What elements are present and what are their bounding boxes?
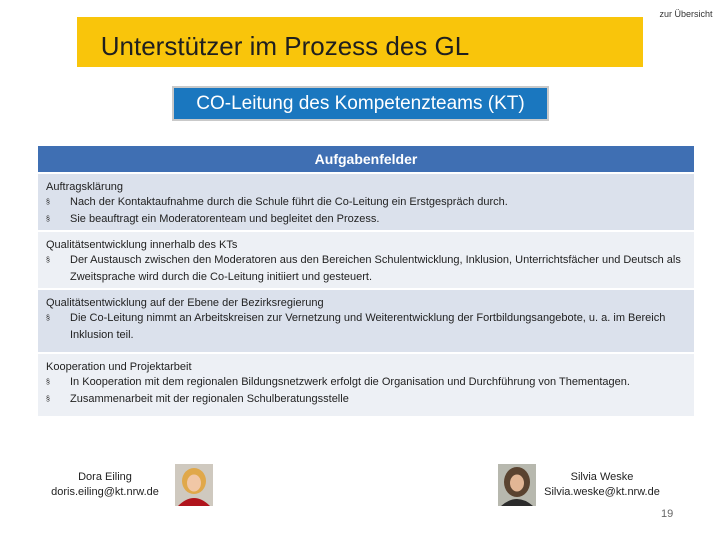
bullet-icon: § (46, 257, 50, 264)
list-item (46, 194, 686, 211)
table-header: Aufgabenfelder (38, 146, 694, 174)
bullet-icon: § (46, 396, 50, 403)
table-row (38, 290, 694, 354)
overview-link[interactable]: zur Übersicht (659, 9, 713, 19)
row-title: Kooperation und Projektarbeit (46, 361, 192, 373)
contact-card-2 (532, 470, 672, 500)
list-item (46, 252, 686, 286)
contact-email[interactable]: doris.eiling@kt.nrw.de (51, 486, 159, 498)
table-row (38, 354, 694, 418)
bullet-icon: § (46, 216, 50, 223)
table-row (38, 174, 694, 232)
row-title: Qualitätsentwicklung innerhalb des KTs (46, 239, 238, 251)
list-item (46, 391, 686, 408)
list-item-text: Sie beauftragt ein Moderatorenteam und begleitet den Prozess. (70, 213, 380, 225)
list-item-text: Zusammenarbeit mit der regionalen Schulberatungsstelle (70, 393, 349, 405)
page-number: 19 (661, 508, 674, 520)
portrait-photo (175, 464, 213, 506)
list-item (46, 374, 686, 391)
bullet-icon: § (46, 379, 50, 386)
list-item-text: Nach der Kontaktaufnahme durch die Schule führt die Co-Leitung ein Erstgespräch durch. (70, 196, 508, 208)
list-item-text: In Kooperation mit dem regionalen Bildungsnetzwerk erfolgt die Organisation und Durchführung von Thementagen. (70, 376, 630, 388)
bullet-icon: § (46, 199, 50, 206)
contact-name: Dora Eiling (78, 471, 132, 483)
tasks-table (38, 146, 694, 418)
list-item-text: Der Austausch zwischen den Moderatoren aus den Bereichen Schulentwicklung, Inklusion, Unterrichtsfächer und Deutsch als Zweitsprache wird durch die Co-Leitung initiiert und gesteuert. (70, 254, 681, 283)
subtitle-banner (172, 86, 549, 121)
contact-name: Silvia Weske (570, 471, 634, 483)
page-title: Unterstützer im Prozess des GL (100, 30, 470, 61)
title-banner (77, 17, 643, 67)
list-item (46, 211, 686, 228)
bullet-icon: § (46, 315, 50, 322)
list-item-text: Die Co-Leitung nimmt an Arbeitskreisen zur Vernetzung und Weiterentwicklung der Fortbildungsangebote, u. a. im Bereich Inklusion teil. (70, 312, 666, 341)
table-row (38, 232, 694, 290)
row-title: Qualitätsentwicklung auf der Ebene der Bezirksregierung (46, 297, 324, 309)
row-title: Auftragsklärung (46, 181, 124, 193)
contact-email[interactable]: Silvia.weske@kt.nrw.de (544, 486, 660, 498)
contact-card-1 (40, 470, 170, 500)
subtitle: CO-Leitung des Kompetenzteams (KT) (196, 92, 525, 114)
list-item (46, 310, 686, 344)
portrait-photo (498, 464, 536, 506)
